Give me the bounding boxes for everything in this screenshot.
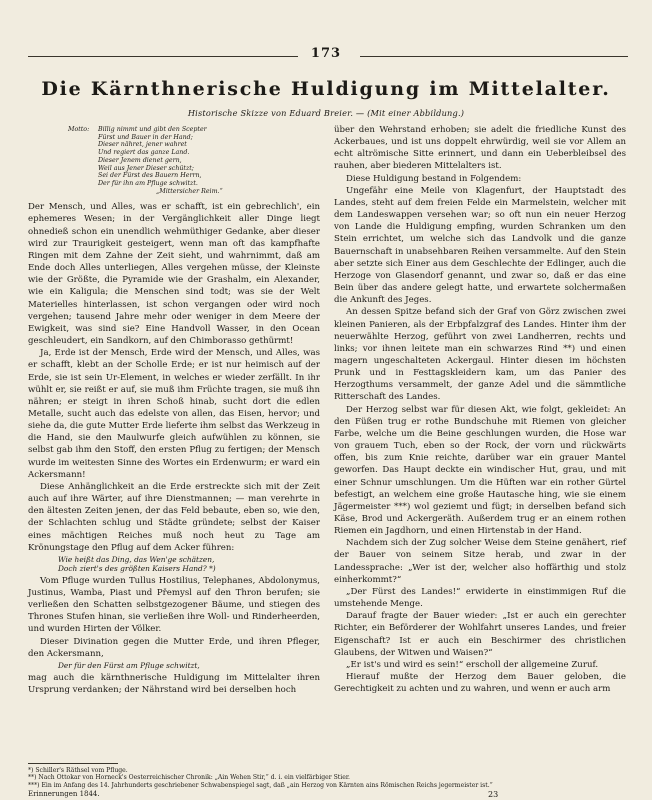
article-title: Die Kärnthnerische Huldigung im Mittelalter. — [41, 78, 611, 100]
signature-mark: 23 — [488, 790, 499, 799]
motto-line: Billig nimmt und gibt den Scepter — [98, 126, 207, 133]
page-number: 173 — [310, 46, 342, 61]
verse-line: Der für den Fürst am Pfluge schwitzt, — [58, 660, 200, 670]
motto-line: Sei der Fürst des Bauern Herrn, — [98, 172, 202, 180]
motto-line: Dieser nähret, jener wahret — [98, 141, 187, 149]
paragraph: Ja, Erde ist der Mensch, Erde wird der Mensch, und Alles, was er schafft, klebt an der Scholle Erde; er ist nur heimisch auf der Erde, sie ist sein Ur-Element, in welches er wieder zerfällt. In ihr wühlt er, sie reißt er auf, sie muß ihm Früchte tragen, sie muß ihn nähren; er steigt in ihren Schoß hinab, sucht dort die edlen Metalle, sucht auch das edelste von allen, das Eisen, hervor; und siehe da, die gute Mutter Erde lieferte ihm selbst das Werkzeug in die Hand, sie den Maulwurfe gleich aufwühlen zu können, sie selbst gab ihm den Stoff, den ersten Pflug zu fertigen; der Mensch wurde im weitesten Sinne des Wortes ein Erdenwurm; er ward ein Ackersmann! — [28, 348, 320, 480]
motto-line: Der für ihn am Pfluge schwitzt. — [98, 179, 198, 187]
paragraph: Ungefähr eine Meile von Klagenfurt, der Hauptstadt des Landes, steht auf dem freien Felde ein Marmelstein, welcher mit dem Landeswappen versehen war; so oft nun ein neuer Herzog von Lande die Huldigung empfing, wurden Schranken um den Stein errichtet, um welche sich das Landvolk und die ganze Bauernschaft in unabsehbaren Reihen versammelte. Auf den Stein aber setzte sich Einer aus dem Geschlechte der Edlinger, auch die Herzoge von Glasendorf genannt, und zwar so, daß er das eine Bein über das andere gelegt hatte, und erwartete solchermaßen die Ankunft des Jeges. — [334, 185, 626, 306]
header-rule-right — [360, 56, 628, 57]
left-column — [28, 124, 320, 696]
motto-signature: „Mittersicher Reim.“ — [156, 187, 223, 195]
motto-line: Weil aus Jener Dieser schützt; — [98, 164, 194, 172]
paragraph: Hierauf mußte der Herzog dem Bauer geloben, die Gerechtigkeit zu achten und zu wahren, und wenn er auch arm — [334, 672, 626, 695]
motto-line: Dieser Jenem dienet gern, — [98, 156, 182, 164]
paragraph: über den Wehrstand erhoben; sie adelt die friedliche Kunst des Ackerbaues, und ist uns doppelt ehrwürdig, weil sie vor Allem an echt altrömische Sitte erinnert, und dann ein Ueberbleibsel des rauhen, aber biederen Mittelalters ist. — [334, 125, 626, 172]
paragraph: Diese Anhänglichkeit an die Erde erstreckte sich mit der Zeit auch auf ihre Wärter, auf ihre Dienstmannen; — man verehrte in den ältesten Zeiten jenen, der das Feld bebaute, eben so, wie den, der Schlachten schlug und Städte gründete; selbst der Kaiser eines mächtigen Reiches muß noch heut zu Tage am Krönungstage den Pflug auf dem Acker führen: — [28, 481, 320, 553]
motto-label: Motto: — [68, 126, 90, 133]
paragraph: „Er ist's und wird es sein!“ erscholl der allgemeine Zuruf. — [346, 659, 599, 670]
paragraph: Der Herzog selbst war für diesen Akt, wie folgt, gekleidet: An den Füßen trug er rothe Bundschuhe mit Riemen von gleicher Farbe, welche um die Beine geschlungen wurden, die Hose war von grauem Tuch, eben so der Rock, der vorn und rückwärts offen, bis zum Knie reichte, darüber war ein grauer Mantel geworfen. Das Haupt deckte ein windischer Hut, grau, und mit einer Schnur umschlungen. Um die Hüften war ein rother Gürtel befestigt, an welchem eine große Hautasche hing, wie sie einem Jägermeister ***) wol geziemt und fügt; in derselben befand sich Käse, Brod und Ackergeräth. Außerdem trug er an einem rothen Riemen ein Jagdhorn, und einen Hirtenstab in der Hand. — [334, 404, 626, 537]
footnote-rule — [28, 763, 118, 764]
right-column — [334, 124, 626, 695]
page-footer — [28, 790, 628, 800]
footnote: *) Schiller's Räthsel vom Pfluge. — [28, 767, 128, 774]
paragraph: Darauf fragte der Bauer wieder: „Ist er auch ein gerechter Richter, ein Beförderer der Wohlfahrt unseres Landes, und freier Eigenschaft? Ist er auch ein Beschirmer des christlichen Glaubens, der Witwen und Waisen?“ — [334, 611, 626, 658]
publication-name: Erinnerungen 1844. — [28, 790, 100, 798]
footnote: ***) Ein im Anfang des 14. Jahrhunderts geschriebener Schwabenspiegel sagt, daß „ain Herzog von Kärnten ains Römischen Reichs jegermeister ist.“ — [28, 781, 493, 789]
paragraph: Dieser Divination gegen die Mutter Erde, und ihren Pfleger, den Ackersmann, — [28, 636, 320, 659]
motto-line: Und regiert das ganze Land. — [98, 149, 190, 157]
footnote: **) Nach Ottokar von Horneck's Oesterreichischer Chronik: „Ain Wehen Stir,“ d. i. ein vielfärbiger Stier. — [28, 774, 350, 782]
verse-line: Wie heißt das Ding, das Wen'ge schätzen, — [58, 554, 215, 564]
motto-lines — [98, 126, 223, 195]
motto-line: Fürst und Bauer in der Hand; — [98, 133, 193, 141]
motto-block — [68, 126, 320, 195]
paragraph: mag auch die kärnthnerische Huldigung im Mittelalter ihren Ursprung verdanken; der Nährstand wird bei derselben hoch — [28, 672, 320, 696]
paragraph: „Der Fürst des Landes!“ erwiderte in einstimmigen Ruf die umstehende Menge. — [334, 586, 626, 610]
article-subtitle: Historische Skizze von Eduard Breier. — (Mit einer Abbildung.) — [187, 108, 465, 118]
paragraph: Vom Pfluge wurden Tullus Hostilius, Telephanes, Abdolonymus, Justinus, Wamba, Piast und Přemysl auf den Thron berufen; sie verließen den Schatten selbstgezogener Bäume, und stiegen des Thrones Stufen hinan, sie verließen ihre Woll- und Rinderheerden, und wurden Hirten der Völker. — [28, 575, 320, 635]
verse-line: Doch ziert's des größten Kaisers Hand? *) — [58, 563, 216, 573]
paragraph: Nachdem sich der Zug solcher Weise dem Steine genähert, rief der Bauer von seinem Sitze herab, und zwar in der Landessprache: „Wer ist der, welcher also hoffärthig und stolz einherkommt?“ — [334, 538, 626, 585]
footnotes — [28, 767, 628, 789]
paragraph: Diese Huldigung bestand in Folgendem: — [346, 173, 522, 184]
paragraph: An dessen Spitze befand sich der Graf von Görz zwischen zwei kleinen Panieren, als der Erbpfalzgraf des Landes. Hinter ihm der neuerwählte Herzog, geführt von zwei Landherren, rechts und links; vor ihnen leitete man ein schwarzes Rind **) und einen magern ungeschalteten Ackergaul. Hinter diesen im höchsten Prunk und in Festtagskleidern kam, um das Panier des Herzogthums versammelt, der ganze Adel und die sämmtliche Ritterschaft des Landes. — [334, 307, 626, 403]
paragraph: Der Mensch, und Alles, was er schafft, ist ein gebrechlich', ein ephemeres Wesen; in der Vergänglichkeit aller Dinge liegt ohnedieß schon ein unendlich wehmüthiger Gedanke, aber dieser wird zur Traurigkeit gesteigert, wenn man oft das kampfhafte Ringen mit dem Zahne der Zeit sieht, und wahrnimmt, daß am Ende doch Alles unterliegen, Alles vergehen müsse, der Kleinste wie der Größte, die Pyramide wie der Grashalm, ein Alexander, wie ein Kaligula; die Menschen sind todt; was sie der Welt Materielles hinterlassen, ist schon vergangen oder wird noch vergehen; tausend Jahre mehr oder weniger in dem Meere der Ewigkeit, was sind sie? Eine Handvoll Wasser, in den Ocean geschleudert, ein Sandkorn, auf den Chimborasso gethürmt! — [28, 202, 320, 347]
verse-block — [58, 555, 320, 573]
page-header — [0, 42, 652, 61]
